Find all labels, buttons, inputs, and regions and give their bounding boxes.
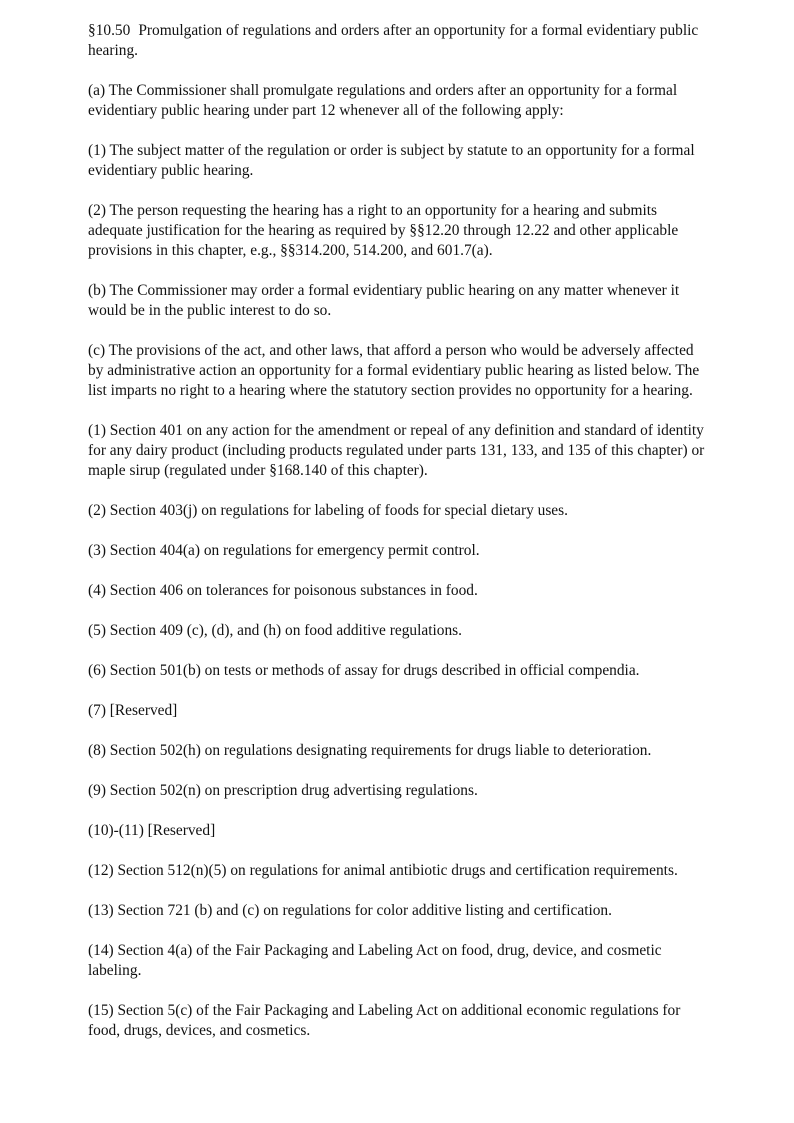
paragraph-c-2: (2) Section 403(j) on regulations for labeling of foods for special dietary uses. [88,502,568,519]
paragraph-c-15: (15) Section 5(c) of the Fair Packaging and Labeling Act on additional economic regulations for food, drugs, devices, and cosmetics. [88,1002,681,1039]
paragraph-c-4: (4) Section 406 on tolerances for poisonous substances in food. [88,582,478,599]
section-title: Promulgation of regulations and orders after an opportunity for a formal evidentiary public hearing. [88,22,699,59]
paragraph-a-1: (1) The subject matter of the regulation or order is subject by statute to an opportunity for a formal evidentiary public hearing. [88,142,695,179]
paragraph-c-14: (14) Section 4(a) of the Fair Packaging and Labeling Act on food, drug, device, and cosmetic labeling. [88,942,662,979]
paragraph-c-8: (8) Section 502(h) on regulations designating requirements for drugs liable to deterioration. [88,742,652,759]
paragraph-c-3: (3) Section 404(a) on regulations for emergency permit control. [88,542,480,559]
section-heading [88,21,708,61]
paragraph-c: (c) The provisions of the act, and other laws, that afford a person who would be adversely affected by administrative action an opportunity for a formal evidentiary public hearing as listed below. The list imparts no right to a hearing where the statutory section provides no opportunity for a hearing. [88,342,700,399]
document-page [88,21,708,1061]
paragraph-c-7: (7) [Reserved] [88,702,178,719]
paragraph-c-1: (1) Section 401 on any action for the amendment or repeal of any definition and standard of identity for any dairy product (including products regulated under parts 131, 133, and 135 of this chapter) or maple sirup (regulated under §168.140 of this chapter). [88,422,705,479]
paragraph-c-12: (12) Section 512(n)(5) on regulations for animal antibiotic drugs and certification requirements. [88,862,678,879]
paragraph-c-10-11: (10)-(11) [Reserved] [88,822,216,839]
paragraph-c-6: (6) Section 501(b) on tests or methods of assay for drugs described in official compendia. [88,662,640,679]
section-number: §10.50 [88,22,131,39]
paragraph-c-13: (13) Section 721 (b) and (c) on regulations for color additive listing and certification. [88,902,612,919]
paragraph-a: (a) The Commissioner shall promulgate regulations and orders after an opportunity for a formal evidentiary public hearing under part 12 whenever all of the following apply: [88,82,678,119]
paragraph-b: (b) The Commissioner may order a formal evidentiary public hearing on any matter whenever it would be in the public interest to do so. [88,282,680,319]
paragraph-c-9: (9) Section 502(n) on prescription drug advertising regulations. [88,782,478,799]
paragraph-a-2: (2) The person requesting the hearing has a right to an opportunity for a hearing and submits adequate justification for the hearing as required by §§12.20 through 12.22 and other applicable provisions in this chapter, e.g., §§314.200, 514.200, and 601.7(a). [88,202,679,259]
paragraph-c-5: (5) Section 409 (c), (d), and (h) on food additive regulations. [88,622,462,639]
